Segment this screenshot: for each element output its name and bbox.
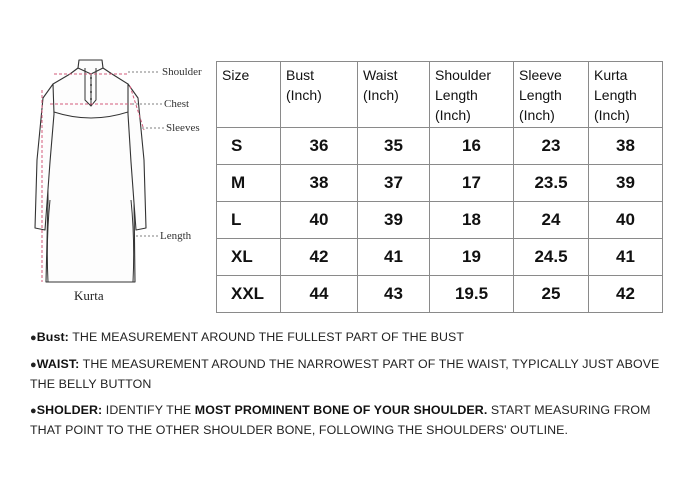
size-cell: M <box>217 165 281 202</box>
shoulder-length-cell: 19 <box>430 239 514 276</box>
note-shoulder-text2: START MEASURING FROM THAT POINT TO THE OTHER SHOULDER BONE, FOLLOWING THE SHOULDERS' OUTLINE. <box>30 403 651 437</box>
kurta-diagram <box>30 50 215 315</box>
length-label: Length <box>160 230 192 242</box>
header-sleeve-length <box>514 62 589 128</box>
bust-cell: 36 <box>281 128 358 165</box>
shoulder-length-cell: 17 <box>430 165 514 202</box>
table-row <box>217 202 663 239</box>
table-row <box>217 239 663 276</box>
sleeves-label: Sleeves <box>166 122 200 134</box>
waist-cell: 43 <box>358 276 430 313</box>
kurta-length-cell: 40 <box>589 202 663 239</box>
sleeve-length-cell: 23 <box>514 128 589 165</box>
shoulder-length-cell: 19.5 <box>430 276 514 313</box>
header-waist-line1: Waist <box>363 67 398 83</box>
note-bust-term: Bust: <box>36 330 69 344</box>
header-sleeve-line2: Length <box>519 87 562 103</box>
header-waist-line2: (Inch) <box>363 87 399 103</box>
header-shoulder-line1: Shoulder <box>435 67 492 83</box>
bullet-icon: ● <box>30 359 37 371</box>
header-size <box>217 62 281 128</box>
note-bust <box>30 328 680 348</box>
header-waist <box>358 62 430 128</box>
table-row <box>217 276 663 313</box>
size-cell: S <box>217 128 281 165</box>
header-kurta-length <box>589 62 663 128</box>
note-bust-text: THE MEASUREMENT AROUND THE FULLEST PART OF THE BUST <box>68 330 465 344</box>
note-shoulder <box>30 401 680 440</box>
note-waist-text: THE MEASUREMENT AROUND THE NARROWEST PART OF THE WAIST, TYPICALLY JUST ABOVE THE BELLY BUTTON <box>30 357 660 391</box>
table-row <box>217 128 663 165</box>
header-kurta-line3: (Inch) <box>594 107 630 123</box>
kurta-length-cell: 38 <box>589 128 663 165</box>
kurta-length-cell: 42 <box>589 276 663 313</box>
chest-label: Chest <box>164 98 190 110</box>
waist-cell: 39 <box>358 202 430 239</box>
size-cell: L <box>217 202 281 239</box>
kurta-length-cell: 39 <box>589 165 663 202</box>
header-sleeve-line1: Sleeve <box>519 67 562 83</box>
sleeve-length-cell: 24 <box>514 202 589 239</box>
size-cell: XXL <box>217 276 281 313</box>
kurta-length-cell: 41 <box>589 239 663 276</box>
header-size-text: Size <box>222 67 250 83</box>
note-waist-term: WAIST: <box>36 357 80 371</box>
bust-cell: 40 <box>281 202 358 239</box>
bust-cell: 42 <box>281 239 358 276</box>
note-shoulder-emphasis: MOST PROMINENT BONE OF YOUR SHOULDER. <box>194 403 488 417</box>
header-shoulder-line3: (Inch) <box>435 107 471 123</box>
measurement-notes <box>30 328 680 447</box>
bullet-icon: ● <box>30 405 37 417</box>
waist-cell: 35 <box>358 128 430 165</box>
sleeve-length-cell: 24.5 <box>514 239 589 276</box>
shoulder-length-cell: 18 <box>430 202 514 239</box>
sleeve-length-cell: 23.5 <box>514 165 589 202</box>
header-bust-line2: (Inch) <box>286 87 322 103</box>
bust-cell: 38 <box>281 165 358 202</box>
header-sleeve-line3: (Inch) <box>519 107 555 123</box>
waist-cell: 37 <box>358 165 430 202</box>
size-cell: XL <box>217 239 281 276</box>
header-shoulder-line2: Length <box>435 87 478 103</box>
sleeve-length-cell: 25 <box>514 276 589 313</box>
header-shoulder-length <box>430 62 514 128</box>
table-header-row <box>217 62 663 128</box>
bullet-icon: ● <box>30 332 37 344</box>
note-waist <box>30 355 680 394</box>
bust-cell: 44 <box>281 276 358 313</box>
note-shoulder-text1: IDENTIFY THE <box>102 403 195 417</box>
shoulder-label: Shoulder <box>162 66 202 78</box>
note-shoulder-term: SHOLDER: <box>36 403 103 417</box>
waist-cell: 41 <box>358 239 430 276</box>
header-bust <box>281 62 358 128</box>
kurta-caption: Kurta <box>74 288 104 303</box>
table-row <box>217 165 663 202</box>
header-bust-line1: Bust <box>286 67 315 83</box>
header-kurta-line2: Length <box>594 87 637 103</box>
header-kurta-line1: Kurta <box>594 67 628 83</box>
size-chart-table <box>216 61 663 313</box>
shoulder-length-cell: 16 <box>430 128 514 165</box>
kurta-illustration <box>30 50 215 315</box>
